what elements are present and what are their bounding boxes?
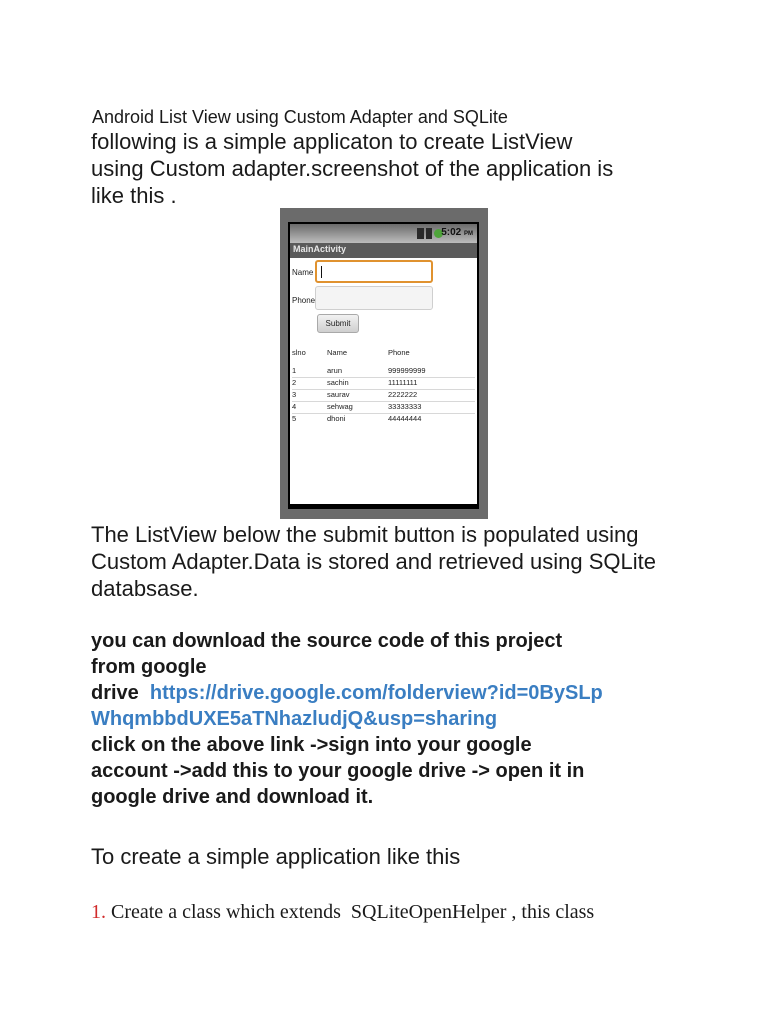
column-header: slno xyxy=(292,348,306,357)
intro-line: like this . xyxy=(91,183,177,208)
app-screenshot xyxy=(280,208,488,519)
usb-icon xyxy=(417,228,424,239)
status-icons xyxy=(417,228,443,239)
row-phone: 44444444 xyxy=(388,414,422,423)
step-number: 1. xyxy=(91,901,106,923)
download-line: from google xyxy=(91,656,207,678)
activity-titlebar xyxy=(290,243,477,258)
status-bar xyxy=(290,224,477,243)
row-phone: 33333333 xyxy=(388,402,422,411)
list-item[interactable] xyxy=(292,366,475,378)
description-paragraph xyxy=(91,521,691,602)
clock-time: 5:02 xyxy=(441,227,462,238)
download-prefix: drive xyxy=(91,682,150,704)
step-text: Create a class which extends SQLiteOpenHelper , this class xyxy=(106,901,595,923)
phone-input[interactable] xyxy=(315,286,433,310)
name-input[interactable] xyxy=(315,260,433,283)
submit-button[interactable]: Submit xyxy=(317,314,359,333)
step-1 xyxy=(91,900,594,924)
column-header: Name xyxy=(327,348,348,357)
article-title: Android List View using Custom Adapter and SQLite xyxy=(92,107,508,127)
text-cursor xyxy=(321,266,322,278)
list-view xyxy=(292,348,475,425)
row-name: arun xyxy=(327,366,343,375)
row-slno: 2 xyxy=(292,378,297,387)
phone-label: Phone xyxy=(292,296,316,305)
instruction-line: account ->add this to your google drive -> open it in xyxy=(91,760,585,782)
row-slno: 4 xyxy=(292,402,297,411)
instruction-line: google drive and download it. xyxy=(91,786,374,808)
status-clock xyxy=(441,227,473,238)
desc-line: The ListView below the submit button is populated using xyxy=(91,522,639,547)
row-phone: 2222222 xyxy=(388,390,418,399)
activity-title: MainActivity xyxy=(293,244,347,254)
clock-ampm: PM xyxy=(464,231,473,237)
download-line-with-link xyxy=(91,680,711,706)
phone-screen xyxy=(290,224,477,504)
row-phone: 999999999 xyxy=(388,366,426,375)
instruction-line: click on the above link ->sign into your google xyxy=(91,734,532,756)
download-line: you can download the source code of this project xyxy=(91,630,563,652)
table-header xyxy=(292,348,475,366)
intro-paragraph xyxy=(91,128,691,209)
row-slno: 1 xyxy=(292,366,297,375)
column-header: Phone xyxy=(388,348,410,357)
download-paragraph xyxy=(91,628,711,810)
list-item[interactable] xyxy=(292,390,475,402)
row-name: saurav xyxy=(327,390,350,399)
row-slno: 3 xyxy=(292,390,297,399)
desc-line: Custom Adapter.Data is stored and retrieved using SQLite xyxy=(91,549,656,574)
row-phone: 11111111 xyxy=(388,378,418,387)
list-item[interactable] xyxy=(292,378,475,390)
row-name: sehwag xyxy=(327,402,353,411)
phone-bezel xyxy=(288,222,479,509)
list-item[interactable] xyxy=(292,402,475,414)
intro-line: using Custom adapter.screenshot of the application is xyxy=(91,156,614,181)
intro-line: following is a simple applicaton to create ListView xyxy=(91,129,573,154)
drive-link[interactable]: https://drive.google.com/folderview?id=0BySLp xyxy=(149,682,603,704)
section-heading: To create a simple application like this xyxy=(91,844,461,869)
list-item[interactable] xyxy=(292,414,475,425)
drive-link-continued[interactable]: WhqmbbdUXE5aTNhazludjQ&usp=sharing xyxy=(91,708,498,730)
row-slno: 5 xyxy=(292,414,297,423)
signal-icon xyxy=(426,228,433,239)
name-label: Name xyxy=(292,268,314,277)
desc-line: databsase. xyxy=(91,576,199,601)
row-name: sachin xyxy=(327,378,349,387)
row-name: dhoni xyxy=(327,414,346,423)
